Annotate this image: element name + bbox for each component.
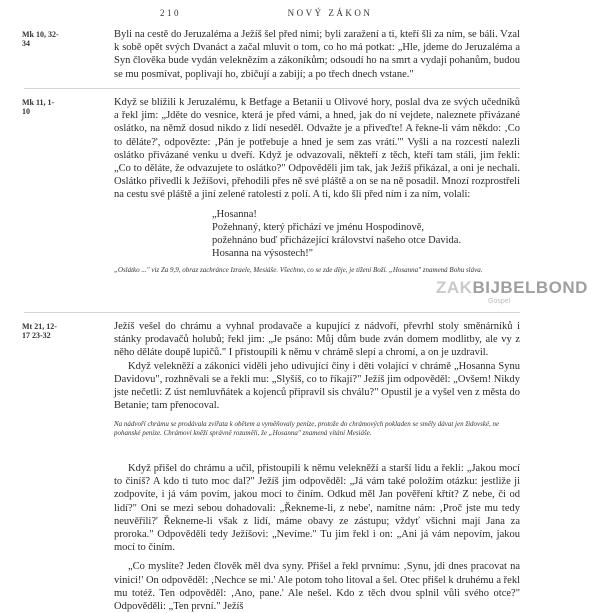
zak-bijbelbond-logo: ZAKBIJBELBOND — [436, 278, 588, 297]
section-continuation — [100, 462, 520, 613]
divider — [24, 88, 520, 89]
section-mk-11 — [22, 96, 520, 275]
book-title: NOVÝ ZÁKON — [287, 8, 373, 18]
paragraph: Když se blížili k Jeruzalému, k Betfage a Betanii u Olivové hory, poslal dva ze svých učedníků a řekl jim: „Jděte do vesnice, která je před vámi, a hned, jak do ní vejdete, naleznete přivázané oslátko, na němž dosud nikdo z lidí neseděl. Odvažte je a přiveďte! A řekne-li vám někdo: ‚Co to děláte?', odpovězte: ‚Pán je potřebuje a hned je sem zas vrátí.'" Vyšli a na rozcestí nalezli oslátko přivázané venku u dveří. Když je odvazovali, někteří z těch, kteří tam stáli, jim řekli: „Co to děláte, že odvazujete to oslátko?" Odpověděli jim tak, jak Ježíš přikázal, a oni je nechali. Oslátko přivedli k Ježíšovi, přehodili přes ně své pláště a on se na ně posadil. Mnozí rozprostřeli na cestu své pláště a jiní zelené ratolesti z polí. A ti, kdo šli před ním i za ním, volali: — [114, 97, 520, 201]
poem-line: Hosanna na výsostech!" — [212, 248, 314, 260]
watermark-subtext: Gospel — [488, 298, 511, 305]
poem-line: požehnáno buď přicházející království našeho otce Davida. — [212, 235, 462, 247]
paragraph: Ježíš vešel do chrámu a vyhnal prodavače a kupující z nádvoří, převrhl stoly směnárníků i stánky prodavačů holubů; řekl jim: „Je psáno: Můj dům bude zván domem modlitby, ale vy z něho děláte doupě lupičů." I přistoupili k němu v chrámě slepí a chromí, a on je uzdravil. — [114, 321, 520, 359]
scripture-reference: Mt 21, 12-17 23-32 — [22, 322, 57, 340]
poem-line: „Hosanna! — [212, 208, 257, 220]
section-mt-21 — [22, 320, 520, 438]
divider — [24, 312, 520, 313]
paragraph: Byli na cestě do Jeruzaléma a Ježíš šel před nimi; byli zaražení a ti, kteří šli za ním, se báli. Vzal k sobě opět svých Dvanáct a začal mluvit o tom, co ho má potkat: „Hle, jdeme do Jeruzaléma a Syn člověka bude vydán veleknězím a zákoníkům; odsoudí ho na smrt a vydají pohanům, budou se mu posmívat, poplivají ho, zbičují a zabijí; a po třech dnech vstane." — [114, 29, 520, 80]
scripture-reference: Mk 11, 1-10 — [22, 98, 55, 116]
poem-line: Požehnaný, který přichází ve jménu Hospodinově, — [212, 221, 424, 233]
scripture-reference: Mk 10, 32-34 — [22, 30, 59, 48]
hosanna-poem — [100, 208, 520, 261]
page-number: 210 — [160, 8, 181, 18]
section-mk-10 — [22, 28, 520, 81]
paragraph: „Co myslíte? Jeden člověk měl dva syny. Přišel a řekl prvnímu: ‚Synu, jdi dnes pracovat na vinici!' On odpověděl: ‚Nechce se mi.' Ale potom toho litoval a šel. Otec přišel k druhému a řekl mu totéž. Ten odpověděl: ‚Ano, pane.' Ale nešel. Kdo z těch dvou splnil vůli svého otce?" Odpověděli: „Ten první." Ježíš — [114, 561, 520, 613]
paragraph: Když přišel do chrámu a učil, přistoupili k němu velekněží a starší lidu a řekli: „Jakou mocí to činíš? A kdo ti tuto moc dal?" Ježíš jim odpověděl: „Já vám také položím otázku: jestliže ji zodpovíte, i já vám povím, jakou mocí to činím. Odkud měl Jan pověření křtít? Z nebe, či od lidí?" Oni se mezi sebou dohadovali: „Řekneme-li, z nebe', namítne nám: ‚Proč jste mu tedy neuvěřili?' Řekneme-li však z lidí, máme obavy ze zástupu; vždyť všichni mají Jana za proroka." Odpověděli tedy Ježíšovi: „Nevíme." Tu jim řekl i on: „Ani já vám nepovím, jakou mocí to činím. — [114, 463, 520, 554]
footnote: Na nádvoří chrámu se prodávala zvířata k obětem a vyměňovaly peníze, protože do chrámových pokladen se směly dávat jen židovské, ne pohanské peníze. Chrámoví kněží správně rozuměli, že „Hosanna" znamená vítání Mesiáše. — [114, 420, 500, 438]
footnote: „Oslátko ..." viz Za 9,9, obraz zachránce Izraele, Mesiáše. Všechno, co se zde děje, je tížení Boží. „Hosanna" znamená Bohu sláva. — [114, 266, 483, 275]
paragraph: Když velekněží a zákoníci viděli jeho udivující činy i děti volající v chrámě „Hosanna Synu Davidovu", rozhněvali se a řekli mu: „Slyšíš, co to říkají?" Ježíš jim odpověděl: „Ovšem! Nikdy jste nečetli: Z úst nemluvňátek a kojenců připravil sis chválu?" Opustil je a vyšel ven z města do Betanie; tam přenocoval. — [114, 360, 520, 412]
